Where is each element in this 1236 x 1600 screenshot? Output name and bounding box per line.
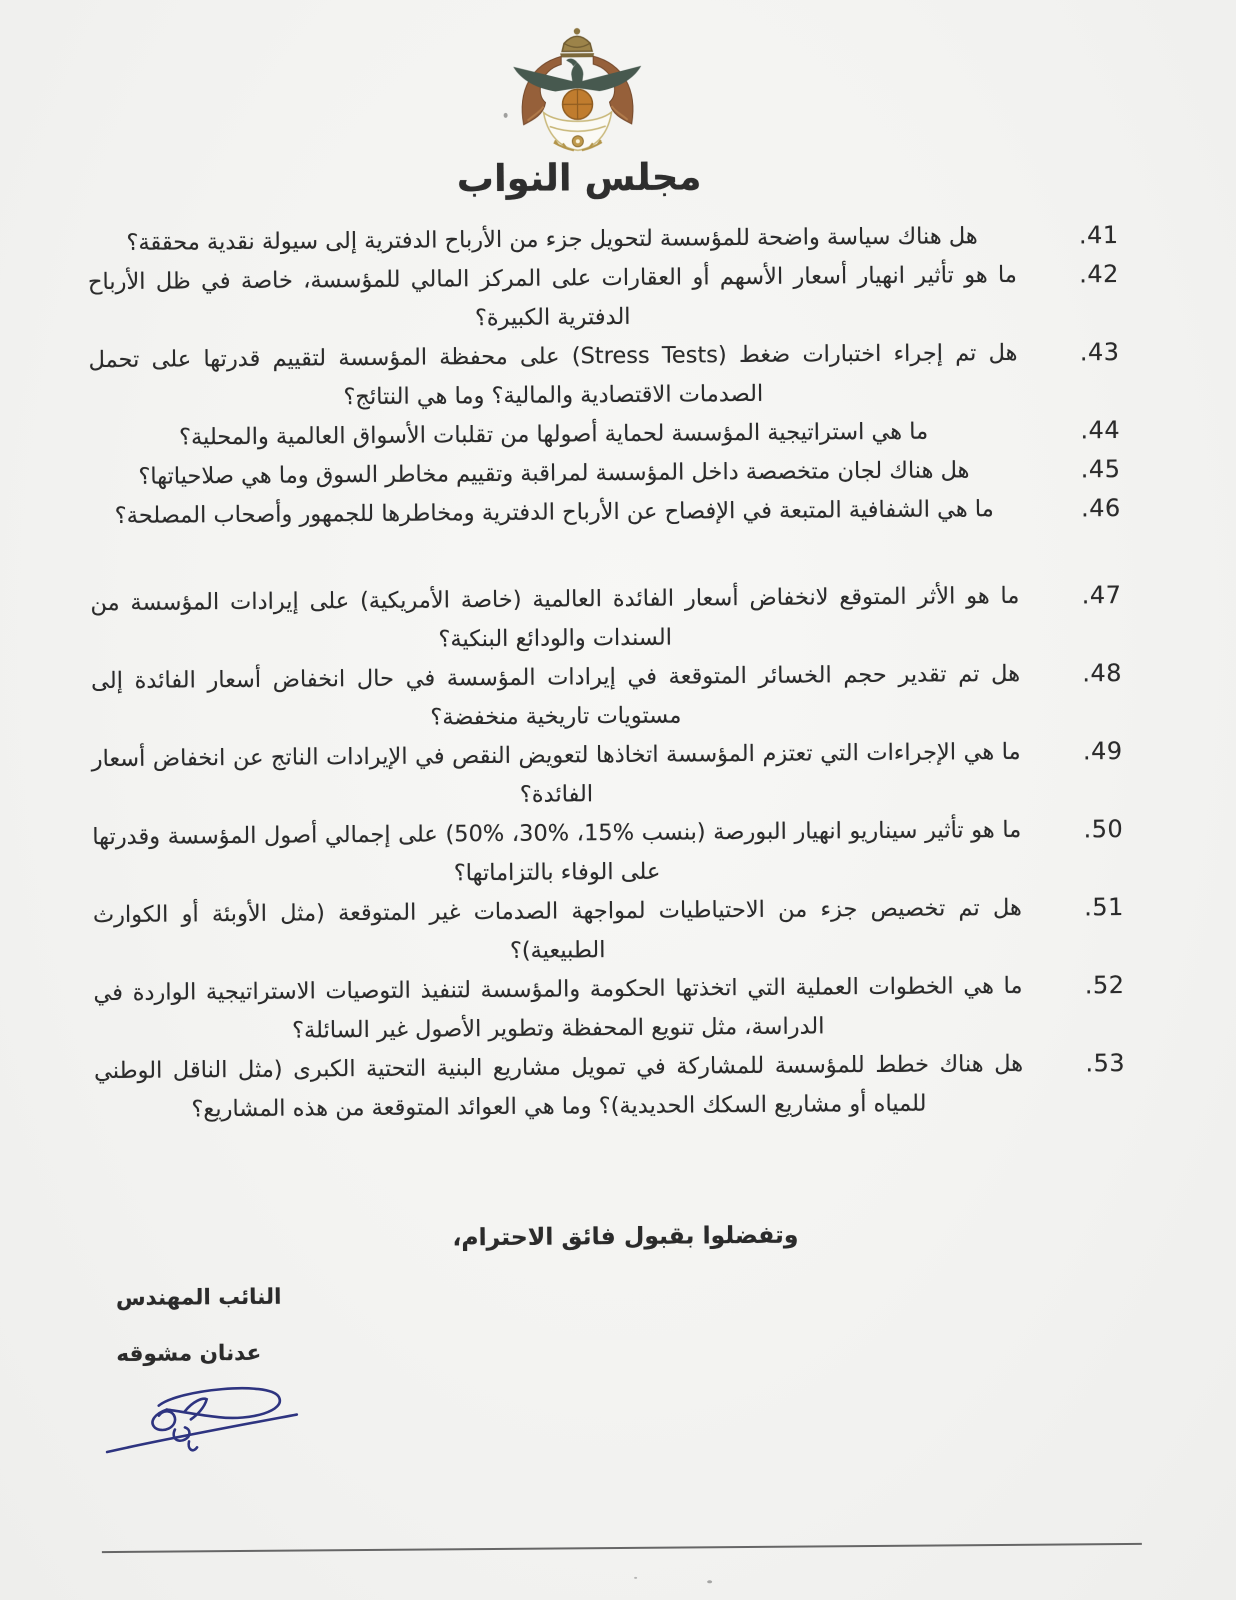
question-text: ما هي استراتيجية المؤسسة لحماية أصولها من تقلبات الأسواق العالمية والمحلية؟ [179, 418, 929, 451]
signatory-name: عدنان مشوقه [116, 1340, 262, 1367]
question-item [90, 576, 1122, 662]
question-number: 52. [1084, 971, 1125, 1000]
question-number: 45. [1080, 455, 1121, 484]
question-item [92, 810, 1124, 896]
scan-speck [707, 1580, 712, 1583]
question-number: 48. [1082, 659, 1123, 688]
signatory-title: النائب المهندس [115, 1284, 282, 1311]
question-number: 51. [1084, 893, 1124, 922]
question-item [92, 888, 1124, 974]
question-item [90, 654, 1123, 740]
question-item [91, 732, 1123, 818]
question-text: ما هو تأثير انهيار أسعار الأسهم أو العقارات على المركز المالي للمؤسسة، خاصة في ظل الأرباح الدفترية الكبيرة؟ [87, 261, 1017, 332]
question-text: ما هو الأثر المتوقع لانخفاض أسعار الفائدة العالمية (خاصة الأمريكية) على إيرادات المؤسسة من السندات والودائع البنكية؟ [90, 582, 1020, 653]
question-number: 53. [1085, 1049, 1126, 1078]
scan-speck [504, 113, 508, 118]
question-item [93, 966, 1125, 1052]
question-text: هل هناك لجان متخصصة داخل المؤسسة لمراقبة وتقييم مخاطر السوق وما هي صلاحياتها؟ [138, 457, 970, 490]
question-number: 46. [1080, 494, 1121, 523]
question-text: ما هي الشفافية المتبعة في الإفصاح عن الأرباح الدفترية ومخاطرها للجمهور وأصحاب المصلحة؟ [114, 496, 994, 529]
question-text: هل هناك خطط للمؤسسة للمشاركة في تمويل مشاريع البنية التحتية الكبرى (مثل الناقل الوطني للمياه أو مشاريع السكك الحديدية)؟ وما هي العوائد المتوقعة من هذه المشاريع؟ [94, 1050, 1024, 1123]
question-text: ما هي الخطوات العملية التي اتخذتها الحكومة والمؤسسة لتنفيذ التوصيات الاستراتيجية الواردة في الدراسة، مثل تنويع المحفظة وتطوير الأصول غير السائلة؟ [93, 972, 1023, 1044]
handwritten-signature-icon [100, 1358, 311, 1470]
question-text: ما هي الإجراءات التي تعتزم المؤسسة اتخاذها لتعويض النقص في الإيرادات الناتج عن انخفاض أسعار الفائدة؟ [91, 738, 1021, 808]
globe-icon [562, 89, 592, 119]
crown-icon [560, 28, 594, 57]
question-item [88, 333, 1120, 419]
scan-speck [634, 1577, 637, 1579]
question-number: 43. [1079, 338, 1120, 367]
question-item [87, 255, 1119, 341]
question-number: 42. [1079, 260, 1119, 289]
signature-block [116, 1285, 282, 1368]
question-number: 49. [1082, 737, 1123, 766]
question-text: هل هناك سياسة واضحة للمؤسسة لتحويل جزء من الأرباح الدفترية إلى سيولة نقدية محققة؟ [126, 223, 978, 256]
closing-salutation: وتفضلوا بقبول فائق الاحترام، [452, 1220, 799, 1251]
question-number: 41. [1078, 221, 1119, 250]
footer-rule [102, 1543, 1142, 1553]
org-name-calligraphy: مجلس النواب [456, 155, 702, 201]
question-text: ما هو تأثير سيناريو انهيار البورصة (بنسب %15، %30، %50) على إجمالي أصول المؤسسة وقدرتها على الوفاء بالتزاماتها؟ [92, 816, 1022, 887]
question-number: 50. [1083, 815, 1124, 844]
star-medal-icon [572, 136, 583, 147]
question-number: 44. [1080, 416, 1121, 445]
question-item [90, 489, 1121, 536]
question-text: هل تم تخصيص جزء من الاحتياطيات لمواجهة الصدمات غير المتوقعة (مثل الأوبئة أو الكوارث الطبيعية)؟ [92, 894, 1022, 964]
questions-list [87, 216, 1126, 1130]
jordan-coat-of-arms-icon [487, 24, 668, 167]
question-number: 47. [1081, 581, 1122, 610]
question-text: هل تم تقدير حجم الخسائر المتوقعة في إيرادات المؤسسة في حال انخفاض أسعار الفائدة إلى مستويات تاريخية منخفضة؟ [90, 660, 1021, 731]
question-text: هل تم إجراء اختبارات ضغط (Stress Tests) على محفظة المؤسسة لتقييم قدرتها على تحمل الصدمات الاقتصادية والمالية؟ وما هي النتائج؟ [88, 339, 1018, 411]
question-item [94, 1044, 1126, 1130]
